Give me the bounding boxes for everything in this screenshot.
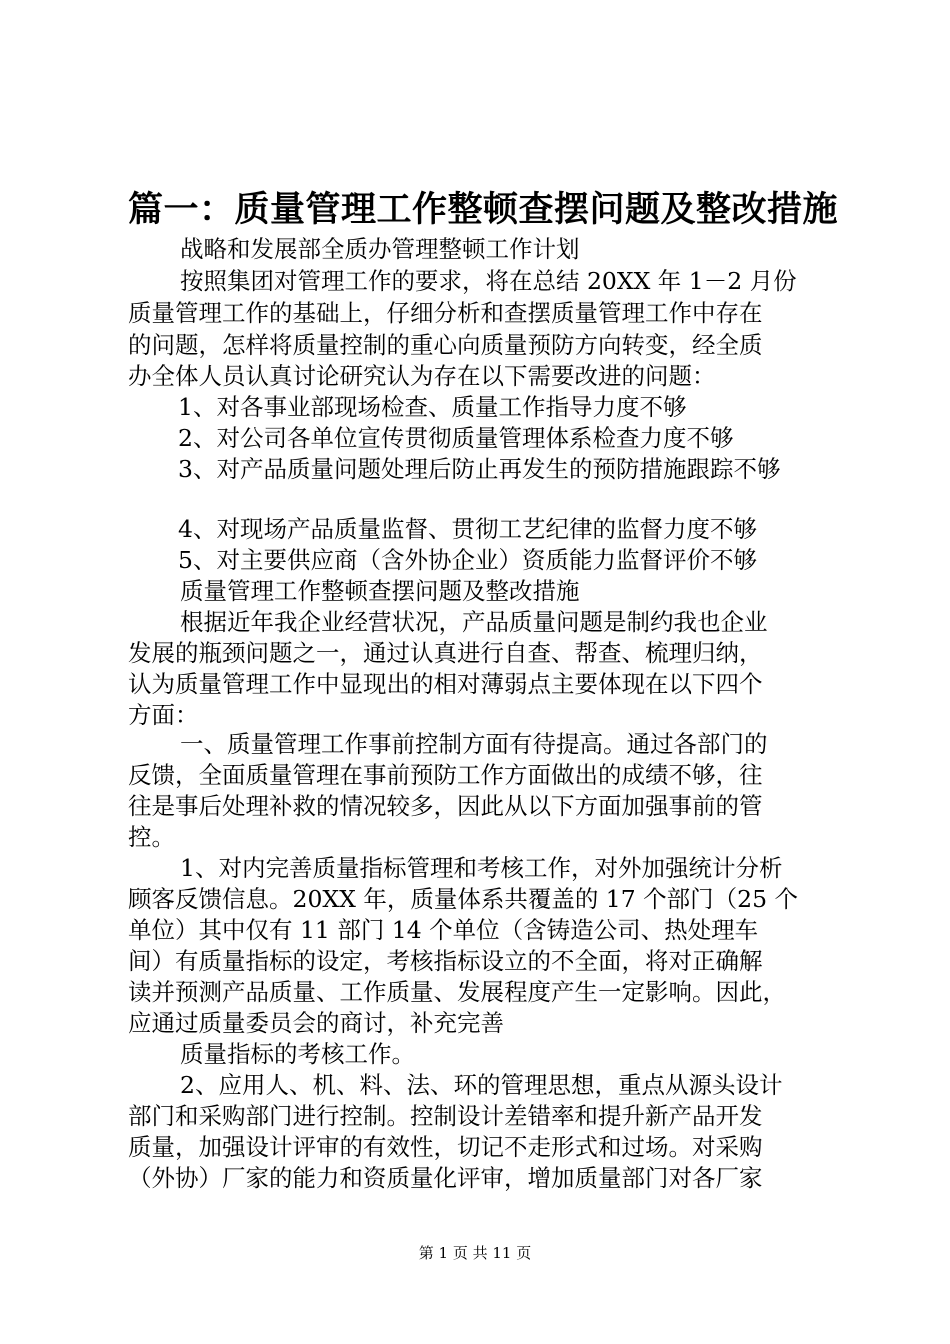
page-footer: 第 1 页 共 11 页 [418, 1244, 532, 1262]
text-line: 2、对公司各单位宣传贯彻质量管理体系检查力度不够 [178, 424, 734, 452]
text-line: 单位）其中仅有 11 部门 14 个单位（含铸造公司、热处理车 [128, 916, 759, 944]
text-line: 按照集团对管理工作的要求，将在总结 20XX 年 1－2 月份 [180, 267, 797, 295]
text-line: 应通过质量委员会的商讨，补充完善 [128, 1009, 504, 1037]
text-line: 往是事后处理补救的情况较多，因此从以下方面加强事前的管 [128, 792, 763, 820]
text-line: 战略和发展部全质办管理整顿工作计划 [180, 235, 580, 263]
text-line: 的问题，怎样将质量控制的重心向质量预防方向转变，经全质 [128, 331, 763, 359]
text-line: 认为质量管理工作中显现出的相对薄弱点主要体现在以下四个 [128, 670, 763, 698]
text-line: 间）有质量指标的设定，考核指标设立的不全面，将对正确解 [128, 947, 763, 975]
text-line: 3、对产品质量问题处理后防止再发生的预防措施跟踪不够 [178, 455, 781, 483]
text-line: 质量管理工作的基础上，仔细分析和查摆质量管理工作中存在 [128, 299, 763, 327]
text-line: 方面： [128, 701, 199, 729]
text-line: 根据近年我企业经营状况，产品质量问题是制约我也企业 [180, 608, 768, 636]
text-line: 办全体人员认真讨论研究认为存在以下需要改进的问题： [128, 362, 716, 390]
text-line: 控。 [128, 823, 175, 851]
text-line: 1、对内完善质量指标管理和考核工作，对外加强统计分析 [180, 854, 783, 882]
text-line: 顾客反馈信息。20XX 年，质量体系共覆盖的 17 个部门（25 个 [128, 885, 799, 913]
text-line: 质量指标的考核工作。 [180, 1040, 415, 1068]
text-line: 发展的瓶颈问题之一，通过认真进行自查、帮查、梳理归纳， [128, 639, 763, 667]
text-line: 4、对现场产品质量监督、贯彻工艺纪律的监督力度不够 [178, 515, 757, 543]
text-line: 读并预测产品质量、工作质量、发展程度产生一定影响。因此， [128, 978, 786, 1006]
text-line: 一、质量管理工作事前控制方面有待提高。通过各部门的 [180, 730, 768, 758]
text-line: 5、对主要供应商（含外协企业）资质能力监督评价不够 [178, 546, 757, 574]
text-line: 1、对各事业部现场检查、质量工作指导力度不够 [178, 393, 687, 421]
document-title: 篇一：质量管理工作整顿查摆问题及整改措施 [128, 189, 839, 230]
text-line: 部门和采购部门进行控制。控制设计差错率和提升新产品开发 [128, 1102, 763, 1130]
text-line: 2、应用人、机、料、法、环的管理思想，重点从源头设计 [180, 1071, 783, 1099]
text-line: 反馈，全面质量管理在事前预防工作方面做出的成绩不够，往 [128, 761, 763, 789]
text-line: （外协）厂家的能力和资质量化评审，增加质量部门对各厂家 [128, 1164, 763, 1192]
text-line: 质量，加强设计评审的有效性，切记不走形式和过场。对采购 [128, 1133, 763, 1161]
text-line: 质量管理工作整顿查摆问题及整改措施 [180, 577, 580, 605]
